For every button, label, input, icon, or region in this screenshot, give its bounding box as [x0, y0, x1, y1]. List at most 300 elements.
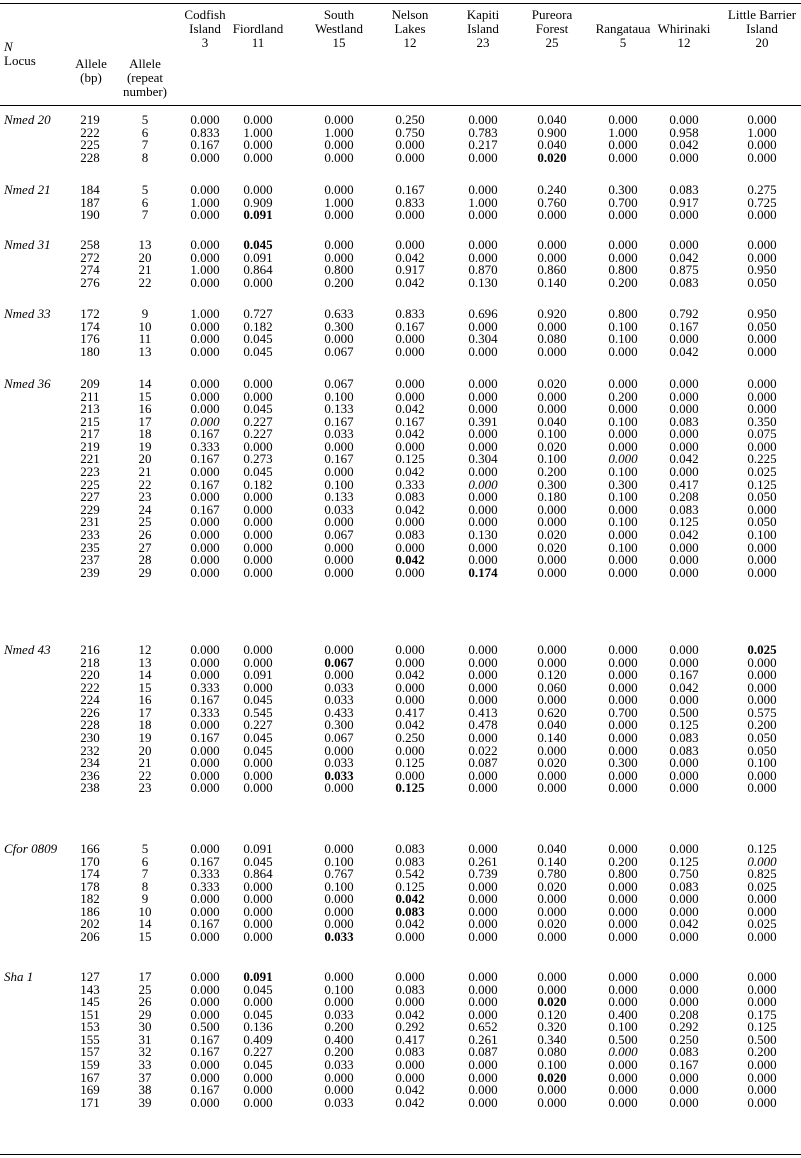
frequency-cell: 0.182 [243, 318, 273, 334]
allele-bp-cell: 258 [80, 237, 100, 252]
frequency-cell: 0.167 [669, 667, 699, 683]
frequency-cell: 0.180 [537, 489, 567, 505]
frequency-cell: 0.020 [537, 149, 567, 165]
frequency-cell: 0.917 [669, 194, 699, 210]
frequency-cell: 0.045 [243, 401, 273, 417]
frequency-cell: 0.000 [537, 654, 567, 670]
allele-bp-cell: 151 [80, 1006, 100, 1022]
frequency-cell: 0.167 [190, 853, 220, 869]
frequency-cell: 0.000 [747, 853, 777, 869]
allele-repeat-cell: 26 [138, 526, 152, 542]
frequency-cell: 0.000 [324, 969, 354, 984]
frequency-cell: 0.000 [243, 755, 273, 771]
frequency-cell: 0.000 [669, 464, 699, 480]
allele-repeat-cell: 29 [138, 564, 152, 580]
frequency-cell: 0.000 [243, 552, 273, 568]
allele-bp-cell: 223 [80, 464, 100, 480]
frequency-cell: 0.000 [190, 767, 220, 783]
frequency-cell: 0.083 [669, 730, 699, 746]
frequency-cell: 0.633 [324, 306, 354, 321]
frequency-cell: 0.000 [468, 667, 498, 683]
frequency-cell: 0.000 [395, 237, 425, 252]
frequency-cell: 0.000 [747, 1069, 777, 1085]
frequency-cell: 0.167 [190, 1044, 220, 1060]
frequency-cell: 0.000 [669, 903, 699, 919]
allele-repeat-cell: 10 [138, 903, 152, 919]
frequency-cell: 0.000 [243, 929, 273, 945]
allele-bp-cell: 226 [80, 704, 100, 720]
frequency-cell: 0.000 [537, 1094, 567, 1110]
frequency-cell: 0.042 [669, 343, 699, 359]
frequency-cell: 0.083 [669, 274, 699, 290]
frequency-cell: 0.083 [395, 1044, 425, 1060]
frequency-cell: 0.091 [243, 249, 273, 265]
allele-repeat-cell: 21 [138, 262, 152, 278]
frequency-cell: 0.000 [608, 1044, 638, 1060]
frequency-cell: 0.167 [395, 318, 425, 334]
frequency-cell: 0.000 [243, 1069, 273, 1085]
frequency-cell: 0.000 [747, 564, 777, 580]
frequency-cell: 0.000 [190, 969, 220, 984]
frequency-cell: 0.100 [537, 426, 567, 442]
frequency-cell: 0.000 [395, 742, 425, 758]
frequency-cell: 0.000 [608, 891, 638, 907]
frequency-cell: 0.000 [190, 667, 220, 683]
frequency-cell: 0.413 [468, 704, 498, 720]
frequency-cell: 0.000 [747, 137, 777, 153]
frequency-cell: 0.042 [669, 137, 699, 153]
frequency-cell: 0.000 [190, 642, 220, 657]
frequency-cell: 0.000 [537, 564, 567, 580]
frequency-cell: 0.200 [747, 717, 777, 733]
frequency-cell: 0.000 [468, 476, 498, 492]
frequency-cell: 0.083 [395, 903, 425, 919]
allele-repeat-cell: 7 [141, 137, 149, 153]
frequency-cell: 0.000 [190, 464, 220, 480]
frequency-cell: 0.000 [190, 249, 220, 265]
frequency-cell: 0.000 [190, 376, 220, 391]
frequency-cell: 0.200 [324, 274, 354, 290]
frequency-cell: 0.000 [190, 1094, 220, 1110]
frequency-cell: 0.500 [190, 1019, 220, 1035]
locus-name: Cfor 0809 [4, 841, 58, 856]
frequency-cell: 0.000 [537, 249, 567, 265]
frequency-cell: 0.100 [608, 318, 638, 334]
frequency-cell: 0.000 [190, 274, 220, 290]
frequency-cell: 0.000 [747, 552, 777, 568]
frequency-cell: 0.000 [747, 237, 777, 252]
locus-name: Sha 1 [4, 969, 34, 984]
frequency-cell: 0.000 [190, 981, 220, 997]
population-name: Fiordland [232, 21, 284, 36]
frequency-cell: 0.000 [747, 767, 777, 783]
population-header [639, 22, 729, 50]
frequency-cell: 0.182 [243, 476, 273, 492]
frequency-cell: 0.050 [747, 742, 777, 758]
frequency-cell: 0.000 [537, 742, 567, 758]
frequency-cell: 0.140 [537, 853, 567, 869]
frequency-cell: 0.083 [669, 413, 699, 429]
frequency-cell: 0.575 [747, 704, 777, 720]
frequency-cell: 0.000 [324, 841, 354, 856]
allele-bp-cell: 237 [80, 552, 100, 568]
frequency-cell: 0.000 [243, 438, 273, 454]
allele-bp-cell: 169 [80, 1082, 100, 1098]
frequency-cell: 0.125 [395, 451, 425, 467]
frequency-cell: 0.000 [669, 755, 699, 771]
frequency-cell: 0.727 [243, 306, 273, 321]
frequency-cell: 0.000 [747, 376, 777, 391]
frequency-cell: 0.000 [669, 388, 699, 404]
allele-repeat-cell: 22 [138, 476, 152, 492]
frequency-cell: 0.000 [468, 841, 498, 856]
frequency-cell: 0.000 [243, 1094, 273, 1110]
frequency-cell: 0.000 [468, 489, 498, 505]
frequency-cell: 0.000 [243, 388, 273, 404]
frequency-cell: 0.167 [190, 137, 220, 153]
locus-name: Nmed 21 [4, 182, 51, 197]
allele-bp-cell: 155 [80, 1031, 100, 1047]
allele-bp-cell: 184 [80, 182, 100, 197]
frequency-cell: 0.320 [537, 1019, 567, 1035]
frequency-cell: 0.000 [608, 730, 638, 746]
allele-repeat-cell: 16 [138, 692, 152, 708]
frequency-cell: 0.000 [608, 981, 638, 997]
frequency-cell: 0.083 [669, 1044, 699, 1060]
frequency-cell: 0.136 [243, 1019, 273, 1035]
allele-repeat-cell: 21 [138, 755, 152, 771]
frequency-cell: 0.000 [243, 137, 273, 153]
frequency-cell: 0.000 [537, 401, 567, 417]
frequency-cell: 0.800 [608, 306, 638, 321]
frequency-cell: 0.000 [537, 642, 567, 657]
allele-bp-cell: 276 [80, 274, 100, 290]
frequency-cell: 0.000 [537, 318, 567, 334]
frequency-cell: 0.100 [537, 1057, 567, 1073]
allele-repeat-cell: 28 [138, 552, 152, 568]
frequency-cell: 0.767 [324, 866, 354, 882]
frequency-cell: 0.067 [324, 526, 354, 542]
frequency-cell: 0.000 [468, 464, 498, 480]
allele-repeat-cell: 7 [141, 207, 149, 223]
frequency-cell: 0.780 [537, 866, 567, 882]
frequency-cell: 0.075 [747, 426, 777, 442]
allele-bp-cell: 238 [80, 780, 100, 796]
frequency-cell: 0.050 [747, 514, 777, 530]
frequency-cell: 0.000 [395, 343, 425, 359]
frequency-cell: 0.000 [468, 929, 498, 945]
allele-bp-cell: 167 [80, 1069, 100, 1085]
frequency-cell: 0.000 [608, 717, 638, 733]
frequency-cell: 0.067 [324, 343, 354, 359]
frequency-cell: 0.000 [243, 526, 273, 542]
frequency-cell: 0.000 [324, 438, 354, 454]
frequency-cell: 0.000 [324, 642, 354, 657]
frequency-cell: 0.000 [669, 692, 699, 708]
frequency-cell: 0.167 [190, 916, 220, 932]
frequency-cell: 0.000 [190, 1069, 220, 1085]
frequency-cell: 0.091 [243, 969, 273, 984]
frequency-cell: 0.042 [395, 916, 425, 932]
frequency-cell: 0.067 [324, 654, 354, 670]
frequency-cell: 0.000 [669, 767, 699, 783]
frequency-cell: 0.261 [468, 853, 498, 869]
allele-repeat-cell: 39 [138, 1094, 152, 1110]
frequency-cell: 0.000 [669, 438, 699, 454]
frequency-cell: 0.000 [395, 994, 425, 1010]
frequency-cell: 0.000 [190, 1057, 220, 1073]
frequency-cell: 0.900 [537, 124, 567, 140]
allele-repeat-cell: 9 [141, 891, 149, 907]
frequency-cell: 0.000 [190, 552, 220, 568]
frequency-cell: 0.000 [468, 878, 498, 894]
population-name: Island [467, 21, 499, 36]
frequency-cell: 0.000 [190, 903, 220, 919]
allele-bp-cell: 234 [80, 755, 100, 771]
frequency-cell: 0.725 [747, 194, 777, 210]
frequency-cell: 1.000 [324, 194, 354, 210]
allele-repeat-cell: 20 [138, 451, 152, 467]
population-sample-size: 5 [619, 35, 627, 50]
frequency-cell: 0.864 [243, 262, 273, 278]
allele-repeat-cell: 32 [138, 1044, 152, 1060]
frequency-cell: 0.000 [190, 413, 220, 429]
frequency-cell: 0.000 [324, 994, 354, 1010]
frequency-cell: 0.000 [190, 564, 220, 580]
frequency-cell: 0.125 [395, 780, 425, 796]
frequency-cell: 0.067 [324, 730, 354, 746]
frequency-cell: 0.000 [190, 388, 220, 404]
allele-repeat-cell: 19 [138, 730, 152, 746]
header-rule [0, 105, 801, 106]
frequency-cell: 0.100 [608, 1019, 638, 1035]
frequency-cell: 0.000 [324, 137, 354, 153]
frequency-cell: 0.125 [669, 853, 699, 869]
frequency-cell: 0.000 [537, 903, 567, 919]
frequency-cell: 0.140 [537, 730, 567, 746]
frequency-cell: 0.000 [468, 539, 498, 555]
frequency-cell: 0.000 [324, 1069, 354, 1085]
allele-repeat-cell: 19 [138, 438, 152, 454]
allele-repeat-cell: 6 [141, 194, 149, 210]
frequency-cell: 0.000 [395, 331, 425, 347]
frequency-cell: 0.000 [324, 742, 354, 758]
frequency-cell: 0.920 [537, 306, 567, 321]
frequency-cell: 0.000 [608, 679, 638, 695]
frequency-cell: 0.909 [243, 194, 273, 210]
frequency-cell: 0.000 [190, 401, 220, 417]
frequency-cell: 0.000 [190, 149, 220, 165]
frequency-cell: 0.000 [468, 1082, 498, 1098]
frequency-cell: 0.000 [324, 514, 354, 530]
allele-repeat-cell: 16 [138, 401, 152, 417]
allele-repeat-cell: 15 [138, 679, 152, 695]
allele-bp-cell: 231 [80, 514, 100, 530]
frequency-cell: 0.000 [243, 514, 273, 530]
frequency-cell: 0.000 [747, 994, 777, 1010]
allele-repeat-cell: 9 [141, 306, 149, 321]
frequency-cell: 0.000 [190, 182, 220, 197]
allele-bp-cell: 215 [80, 413, 100, 429]
frequency-cell: 0.042 [395, 464, 425, 480]
frequency-cell: 0.000 [468, 426, 498, 442]
frequency-cell: 0.080 [537, 1044, 567, 1060]
frequency-cell: 0.000 [608, 916, 638, 932]
frequency-cell: 0.000 [468, 780, 498, 796]
frequency-cell: 0.950 [747, 306, 777, 321]
frequency-cell: 0.227 [243, 1044, 273, 1060]
allele-bp-cell: 159 [80, 1057, 100, 1073]
frequency-cell: 0.000 [324, 552, 354, 568]
frequency-cell: 0.000 [324, 539, 354, 555]
frequency-cell: 0.000 [669, 1094, 699, 1110]
frequency-cell: 0.000 [243, 878, 273, 894]
frequency-cell: 0.040 [537, 137, 567, 153]
frequency-cell: 0.083 [669, 878, 699, 894]
allele-repeat-cell: 17 [138, 704, 152, 720]
frequency-cell: 0.000 [537, 514, 567, 530]
frequency-cell: 0.167 [324, 413, 354, 429]
frequency-cell: 0.083 [395, 526, 425, 542]
population-name: Forest [535, 21, 569, 36]
allele-repeat-cell: 15 [138, 388, 152, 404]
frequency-cell: 0.000 [608, 137, 638, 153]
frequency-cell: 0.000 [395, 149, 425, 165]
locus-name: Nmed 20 [4, 112, 51, 127]
frequency-cell: 0.100 [747, 526, 777, 542]
frequency-cell: 0.000 [747, 388, 777, 404]
frequency-cell: 0.000 [747, 343, 777, 359]
allele-bp-cell: 190 [80, 207, 100, 223]
frequency-cell: 0.020 [537, 438, 567, 454]
frequency-cell: 0.000 [747, 501, 777, 517]
frequency-cell: 0.091 [243, 207, 273, 223]
allele-bp-cell: 186 [80, 903, 100, 919]
frequency-cell: 0.025 [747, 916, 777, 932]
frequency-cell: 0.000 [243, 501, 273, 517]
frequency-cell: 0.225 [747, 451, 777, 467]
allele-bp-cell: 228 [80, 149, 100, 165]
frequency-cell: 0.045 [243, 464, 273, 480]
frequency-cell: 0.050 [747, 489, 777, 505]
frequency-cell: 1.000 [747, 124, 777, 140]
allele-repeat-cell: 26 [138, 994, 152, 1010]
frequency-cell: 0.000 [608, 343, 638, 359]
frequency-cell: 0.033 [324, 1006, 354, 1022]
frequency-cell: 0.000 [243, 654, 273, 670]
frequency-cell: 0.000 [243, 274, 273, 290]
frequency-cell: 0.045 [243, 1006, 273, 1022]
frequency-cell: 0.000 [324, 331, 354, 347]
frequency-cell: 0.000 [608, 929, 638, 945]
frequency-cell: 0.100 [608, 539, 638, 555]
frequency-cell: 0.000 [468, 207, 498, 223]
allele-bp-cell: 229 [80, 501, 100, 517]
allele-bp-cell: 227 [80, 489, 100, 505]
frequency-cell: 0.000 [608, 149, 638, 165]
allele-repeat-cell: 31 [138, 1031, 152, 1047]
frequency-cell: 0.000 [608, 401, 638, 417]
locus-name: Nmed 36 [4, 376, 51, 391]
frequency-cell: 0.227 [243, 413, 273, 429]
frequency-cell: 0.000 [747, 149, 777, 165]
frequency-cell: 0.083 [669, 501, 699, 517]
frequency-cell: 0.000 [468, 249, 498, 265]
frequency-cell: 0.000 [608, 438, 638, 454]
frequency-cell: 0.417 [395, 1031, 425, 1047]
frequency-cell: 0.167 [395, 182, 425, 197]
frequency-cell: 0.000 [608, 841, 638, 856]
frequency-cell: 0.000 [608, 903, 638, 919]
frequency-cell: 0.958 [669, 124, 699, 140]
frequency-cell: 0.042 [395, 1082, 425, 1098]
frequency-cell: 0.800 [608, 262, 638, 278]
frequency-cell: 0.000 [669, 564, 699, 580]
frequency-cell: 0.000 [243, 891, 273, 907]
frequency-cell: 0.391 [468, 413, 498, 429]
frequency-cell: 0.000 [608, 767, 638, 783]
frequency-cell: 0.400 [608, 1006, 638, 1022]
frequency-cell: 0.545 [243, 704, 273, 720]
frequency-cell: 0.045 [243, 853, 273, 869]
frequency-cell: 0.000 [608, 526, 638, 542]
frequency-cell: 0.130 [468, 274, 498, 290]
allele-bp-cell: 233 [80, 526, 100, 542]
frequency-cell: 0.167 [190, 1082, 220, 1098]
frequency-cell: 0.000 [395, 514, 425, 530]
allele-bp-cell: 222 [80, 679, 100, 695]
frequency-cell: 0.000 [468, 994, 498, 1010]
frequency-cell: 0.033 [324, 501, 354, 517]
allele-bp-cell: 218 [80, 654, 100, 670]
frequency-cell: 0.000 [190, 112, 220, 127]
frequency-cell: 0.300 [608, 755, 638, 771]
frequency-cell: 0.833 [395, 306, 425, 321]
frequency-cell: 0.000 [190, 207, 220, 223]
frequency-cell: 1.000 [468, 194, 498, 210]
frequency-cell: 0.033 [324, 755, 354, 771]
frequency-cell: 0.042 [395, 426, 425, 442]
frequency-cell: 0.033 [324, 679, 354, 695]
frequency-cell: 0.000 [468, 514, 498, 530]
frequency-cell: 0.125 [395, 878, 425, 894]
frequency-cell: 0.652 [468, 1019, 498, 1035]
frequency-cell: 0.000 [324, 207, 354, 223]
frequency-cell: 0.167 [395, 413, 425, 429]
frequency-cell: 0.417 [669, 476, 699, 492]
frequency-cell: 0.000 [669, 207, 699, 223]
frequency-cell: 0.083 [395, 489, 425, 505]
frequency-cell: 0.000 [608, 667, 638, 683]
frequency-cell: 0.000 [468, 903, 498, 919]
frequency-cell: 0.000 [747, 692, 777, 708]
frequency-cell: 0.100 [608, 514, 638, 530]
population-name: Island [189, 21, 221, 36]
frequency-cell: 0.000 [468, 149, 498, 165]
frequency-cell: 0.080 [537, 331, 567, 347]
frequency-cell: 0.000 [669, 552, 699, 568]
allele-repeat-cell: 5 [141, 182, 149, 197]
allele-bp-cell: 176 [80, 331, 100, 347]
allele-repeat-cell: 6 [141, 853, 149, 869]
frequency-cell: 0.000 [324, 249, 354, 265]
allele-repeat-cell: 22 [138, 767, 152, 783]
allele-repeat-cell: 27 [138, 539, 152, 555]
frequency-cell: 0.167 [669, 318, 699, 334]
frequency-cell: 0.400 [324, 1031, 354, 1047]
frequency-cell: 0.000 [747, 667, 777, 683]
frequency-cell: 1.000 [190, 194, 220, 210]
